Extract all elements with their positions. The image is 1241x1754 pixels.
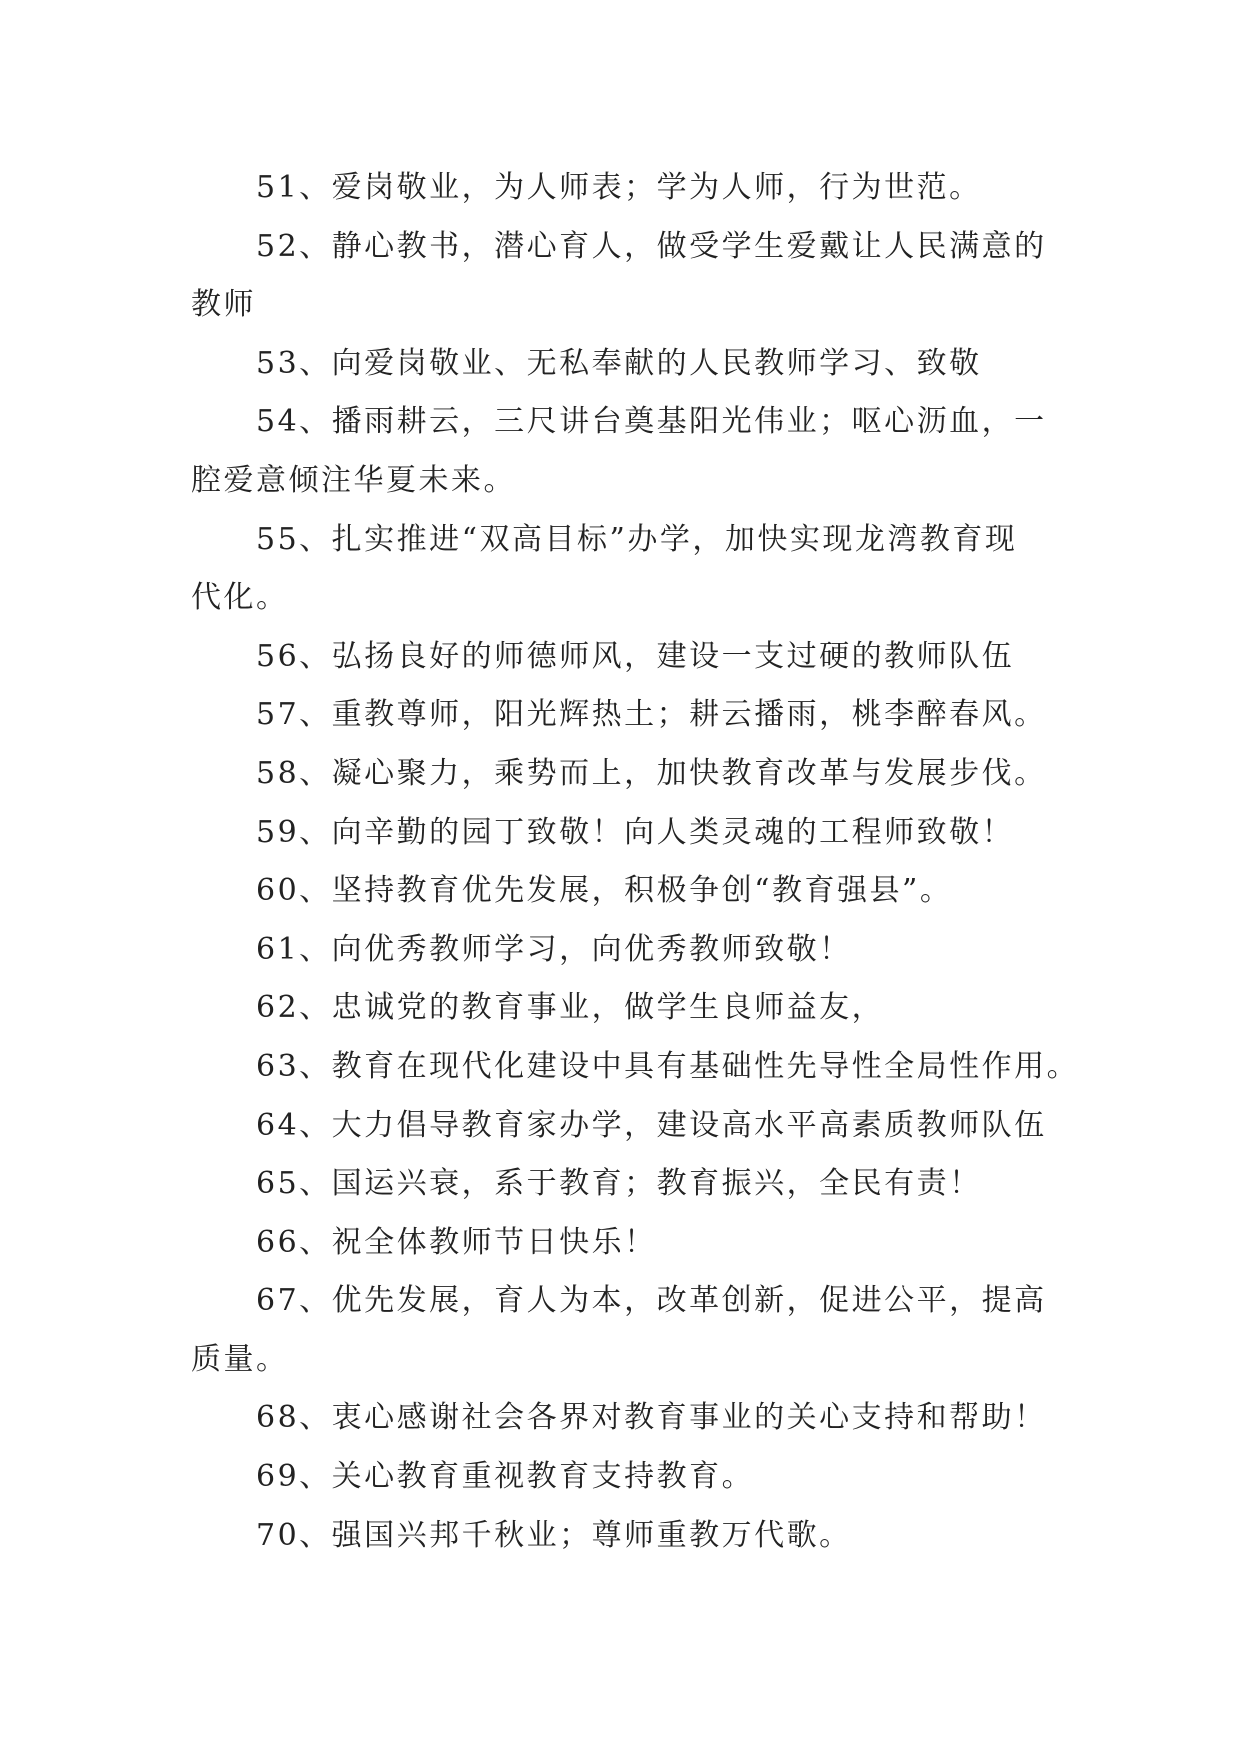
slogan-item-52: [0, 218, 1241, 335]
slogan-line: 67、优先发展，育人为本，改革创新，促进公平，提高: [256, 1283, 1047, 1319]
slogan-item-66: [0, 1214, 1241, 1273]
slogan-item-61: [0, 921, 1241, 980]
slogan-item-62: [0, 979, 1241, 1038]
slogan-item-51: [0, 159, 1241, 218]
slogan-item-69: [0, 1448, 1241, 1507]
slogan-line: 55、扎实推进“双高目标”办学，加快实现龙湾教育现: [256, 521, 1018, 557]
slogan-item-54: [0, 393, 1241, 510]
slogan-item-57: [0, 686, 1241, 745]
slogan-item-60: [0, 862, 1241, 921]
slogan-item-63: [0, 1038, 1241, 1097]
slogan-line: 56、弘扬良好的师德师风，建设一支过硬的教师队伍: [256, 638, 1015, 674]
slogan-item-53: [0, 335, 1241, 394]
slogan-item-58: [0, 745, 1241, 804]
slogan-line: 53、向爱岗敬业、无私奉献的人民教师学习、致敬: [256, 345, 982, 381]
document-body: [0, 159, 1241, 1565]
slogan-item-64: [0, 1097, 1241, 1156]
slogan-line: 62、忠诚党的教育事业，做学生良师益友，: [256, 990, 885, 1026]
slogan-line: 52、静心教书，潜心育人，做受学生爱戴让人民满意的: [256, 228, 1047, 264]
slogan-item-67: [0, 1272, 1241, 1389]
slogan-item-56: [0, 628, 1241, 687]
slogan-line: 51、爱岗敬业，为人师表；学为人师，行为世范。: [256, 170, 982, 205]
slogan-line: 66、祝全体教师节日快乐！: [256, 1224, 657, 1260]
slogan-line-continued: 代化。: [191, 580, 289, 616]
slogan-line: 54、播雨耕云，三尺讲台奠基阳光伟业；呕心沥血，一: [256, 404, 1047, 440]
slogan-item-65: [0, 1155, 1241, 1214]
slogan-line: 65、国运兴衰，系于教育；教育振兴，全民有责！: [256, 1166, 982, 1202]
slogan-line: 59、向辛勤的园丁致敬！向人类灵魂的工程师致敬！: [256, 814, 1015, 850]
slogan-line: 61、向优秀教师学习，向优秀教师致敬！: [256, 931, 852, 967]
slogan-line: 57、重教尊师，阳光辉热土；耕云播雨，桃李醉春风。: [256, 697, 1047, 733]
slogan-item-70: [0, 1507, 1241, 1566]
slogan-line: 64、大力倡导教育家办学，建设高水平高素质教师队伍: [256, 1107, 1047, 1143]
slogan-item-68: [0, 1389, 1241, 1448]
slogan-line-continued: 腔爱意倾注华夏未来。: [191, 462, 516, 498]
slogan-line: 70、强国兴邦千秋业；尊师重教万代歌。: [256, 1517, 852, 1553]
slogan-line: 58、凝心聚力，乘势而上，加快教育改革与发展步伐。: [256, 755, 1047, 791]
slogan-line: 60、坚持教育优先发展，积极争创“教育强县”。: [256, 873, 953, 909]
slogan-line: 68、衷心感谢社会各界对教育事业的关心支持和帮助！: [256, 1400, 1047, 1436]
slogan-line-continued: 质量。: [191, 1341, 289, 1377]
slogan-line-continued: 教师: [191, 287, 256, 323]
slogan-line: 63、教育在现代化建设中具有基础性先导性全局性作用。: [256, 1048, 1080, 1084]
slogan-item-55: [0, 511, 1241, 628]
slogan-line: 69、关心教育重视教育支持教育。: [256, 1459, 755, 1495]
slogan-item-59: [0, 804, 1241, 863]
